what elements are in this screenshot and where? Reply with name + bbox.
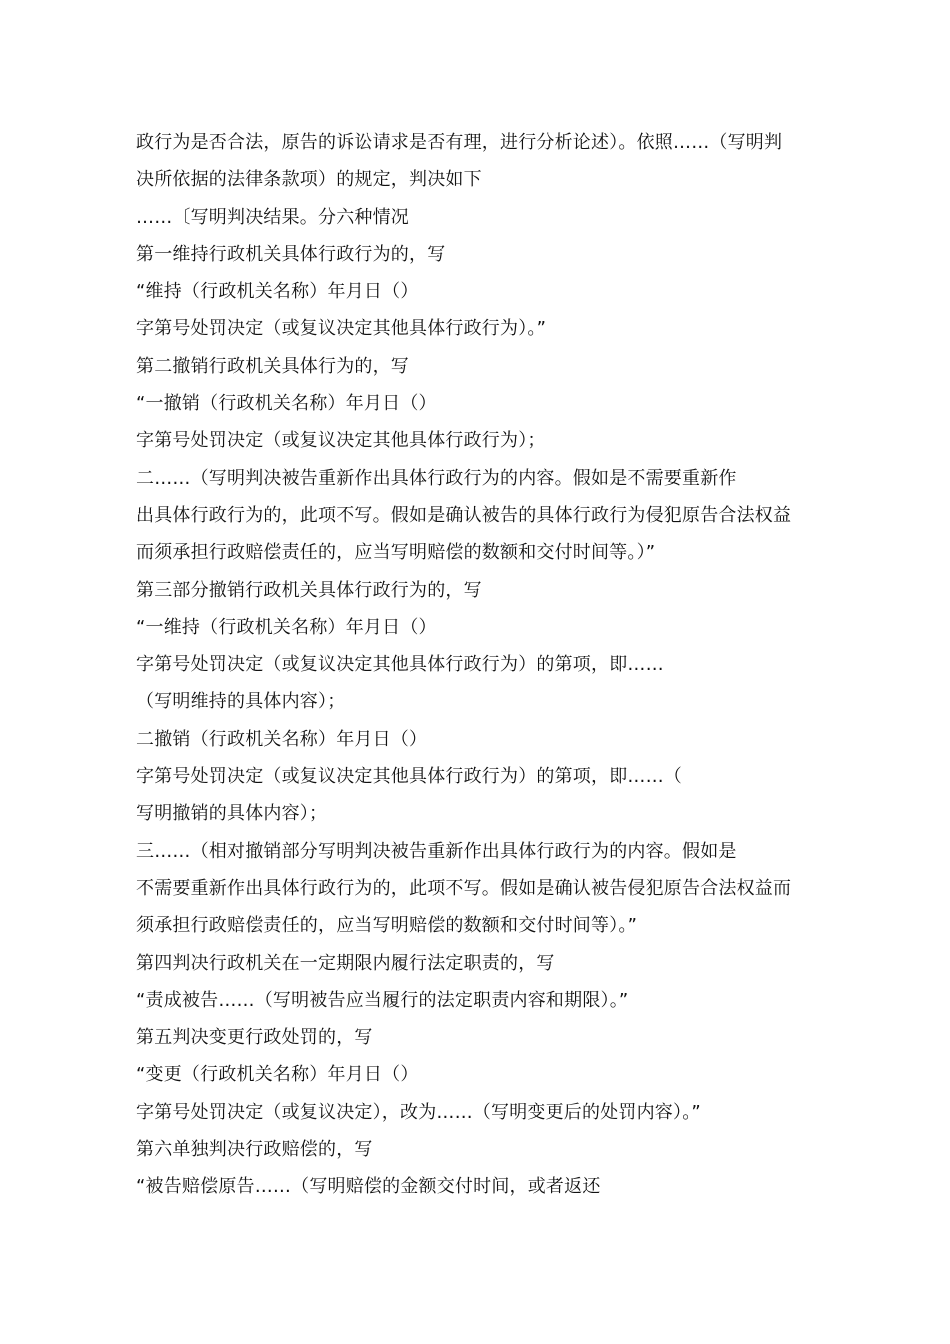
text-line: 第一维持行政机关具体行政行为的，写 [136, 243, 446, 265]
text-line: 字第号处罚决定（或复议决定），改为……（写明变更后的处罚内容）。” [136, 1101, 701, 1123]
text-line: “变更（行政机关名称）年月日（） [136, 1064, 419, 1086]
text-line: （写明维持的具体内容）； [136, 691, 346, 713]
text-line: “一撤销（行政机关名称）年月日（） [136, 393, 437, 415]
text-line: 字第号处罚决定（或复议决定其他具体行政行为）。” [136, 318, 547, 340]
text-line: 政行为是否合法，原告的诉讼请求是否有理，进行分析论述）。依照……（写明判 [136, 132, 783, 153]
text-line: “维持（行政机关名称）年月日（） [136, 281, 419, 303]
text-line: 二……（写明判决被告重新作出具体行政行为的内容。假如是不需要重新作 [136, 467, 737, 489]
text-line: 字第号处罚决定（或复议决定其他具体行政行为）的第项，即……（ [136, 766, 682, 788]
text-line: ……〔写明判决结果。分六种情况 [136, 206, 409, 228]
text-line: 第四判决行政机关在一定期限内履行法定职责的，写 [136, 952, 555, 974]
text-line: 第二撤销行政机关具体行为的，写 [136, 355, 409, 377]
text-line: “一维持（行政机关名称）年月日（） [136, 616, 437, 638]
text-line: 出具体行政行为的，此项不写。假如是确认被告的具体行政行为侵犯原告合法权益 [136, 504, 792, 526]
text-line: 不需要重新作出具体行政行为的，此项不写。假如是确认被告侵犯原告合法权益而 [136, 877, 792, 899]
text-line: 字第号处罚决定（或复议决定其他具体行政行为）的第项，即…… [136, 654, 664, 676]
text-line: 字第号处罚决定（或复议决定其他具体行政行为）； [136, 430, 546, 452]
document-body [136, 124, 836, 1206]
text-line: 三……（相对撤销部分写明判决被告重新作出具体行政行为的内容。假如是 [136, 840, 737, 862]
text-line: 第三部分撤销行政机关具体行政行为的，写 [136, 579, 482, 601]
text-line: “被告赔偿原告……（写明赔偿的金额交付时间，或者返还 [136, 1176, 601, 1198]
text-line: 须承担行政赔偿责任的，应当写明赔偿的数额和交付时间等）。” [136, 915, 638, 937]
text-line: 写明撤销的具体内容）； [136, 803, 328, 825]
text-line: 第五判决变更行政处罚的，写 [136, 1027, 373, 1049]
text-line: 二撤销（行政机关名称）年月日（） [136, 728, 428, 750]
text-line: “责成被告……（写明被告应当履行的法定职责内容和期限）。” [136, 989, 629, 1011]
text-line: 第六单独判决行政赔偿的，写 [136, 1139, 373, 1161]
text-line: 而须承担行政赔偿责任的，应当写明赔偿的数额和交付时间等。）” [136, 542, 656, 564]
text-line: 决所依据的法律条款项）的规定，判决如下 [136, 169, 482, 191]
